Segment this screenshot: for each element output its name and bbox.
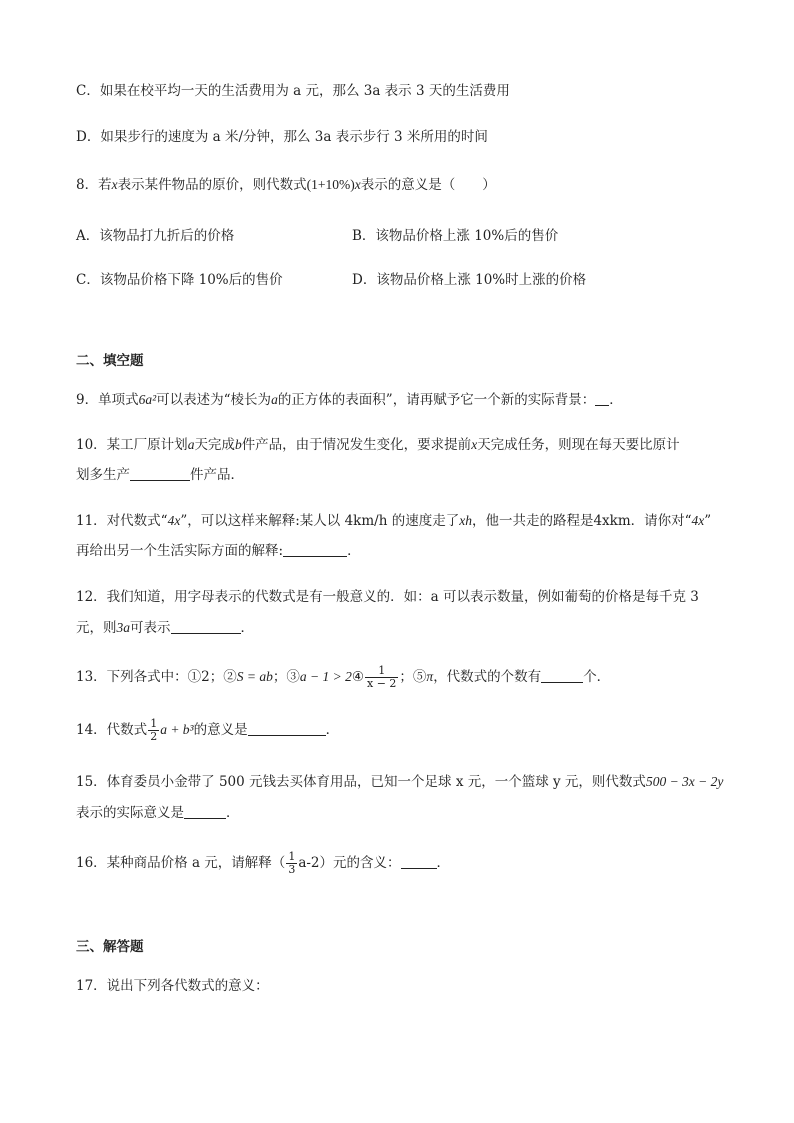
q14-pre: 14．代数式 <box>76 722 148 738</box>
q11-post: ．请你对“ <box>630 513 692 529</box>
q13-e2: S = ab <box>236 669 273 684</box>
q8-option-c: C．该物品价格下降 10%后的售价 <box>76 272 283 288</box>
q11-dist: 4xkm <box>593 513 631 529</box>
q15-pre: 15．体育委员小金带了 500 元钱去买体育用品，已知一个足球 x 元，一个篮球 y 元，则代数式 <box>76 774 646 790</box>
q8-stem <box>76 176 496 194</box>
q13-post: 个． <box>583 669 611 685</box>
q15-line1 <box>76 773 723 791</box>
q11-expr2: 4x <box>691 513 705 528</box>
q13-frac-denominator: x − 2 <box>367 677 397 690</box>
q10-answer-blank[interactable] <box>130 466 190 481</box>
q12-line2 <box>76 619 254 637</box>
q12-answer-blank[interactable] <box>171 619 241 634</box>
q9-answer-blank[interactable] <box>595 391 609 406</box>
q15-l2-pre: 表示的实际意义是 <box>76 805 184 821</box>
q9-mid: 可以表述为“棱长为 <box>156 392 272 408</box>
q11-mid: ”，可以这样来解释:某人以 4km/h 的速度走了 <box>180 513 460 529</box>
q16-frac-numerator: 1 <box>288 850 296 863</box>
q12-line1: 12．我们知道，用字母表示的代数式是有一般意义的．如：a 可以表示数量，例如葡萄的价格是每千克 3 <box>76 589 699 605</box>
q8-option-d: D．该物品价格上涨 10%时上涨的价格 <box>352 272 587 288</box>
q11-end: ” <box>704 513 712 529</box>
q13-fraction <box>365 665 398 690</box>
q13-frac-numerator: 1 <box>365 665 398 678</box>
q10-x: x <box>471 437 478 452</box>
q15-l2-post: ． <box>226 805 240 821</box>
q11-answer-blank[interactable] <box>283 542 347 557</box>
q10-line1 <box>76 436 680 454</box>
q10-mid1: 天完成 <box>194 437 235 453</box>
q16-frac-denominator: 3 <box>288 863 296 876</box>
q8-option-b: B．该物品价格上涨 10%后的售价 <box>352 228 559 244</box>
q14-frac-denominator: 2 <box>150 730 158 743</box>
q11-line1 <box>76 512 711 530</box>
section-fill-in-title: 二、填空题 <box>76 353 144 369</box>
q13-sep3: ④ <box>351 669 364 685</box>
q11-pre: 11．对代数式“ <box>76 513 168 529</box>
q8-var2: x <box>354 177 361 192</box>
q11-line2 <box>76 542 361 560</box>
q13 <box>76 664 610 690</box>
q7-option-d: D．如果步行的速度为 a 米/分钟，那么 3a 表示步行 3 米所用的时间 <box>76 129 488 145</box>
q10-b: b <box>234 437 242 452</box>
q11-expr: 4x <box>167 513 181 528</box>
q10-line2 <box>76 466 244 484</box>
q12-l2-pre: 元，则 <box>76 620 117 636</box>
q9-post: 的正方体的表面积”，请再赋予它一个新的实际背景： <box>277 392 596 408</box>
q10-l2-post: 件产品． <box>190 467 244 483</box>
q11-mid2: ，他一共走的路程是 <box>471 513 594 529</box>
q11-l2-post: ． <box>347 543 361 559</box>
q14-mid: 的意义是 <box>193 722 248 738</box>
q16-mid: a-2）元的含义： <box>298 855 401 871</box>
q11-l2-pre: 再给出另一个生活实际方面的解释: <box>76 543 284 559</box>
q9-end: ． <box>609 392 623 408</box>
q8-stem-pre: 8．若 <box>76 177 112 193</box>
q10-mid2: 件产品，由于情况发生变化，要求提前 <box>241 437 472 453</box>
q11-xh: xh <box>459 513 472 528</box>
q10-a: a <box>187 437 195 452</box>
q17: 17．说出下列各代数式的意义： <box>76 978 269 994</box>
q8-expr: (1+10%) <box>306 177 355 192</box>
q13-mid: ，代数式的个数有 <box>433 669 542 685</box>
q16-pre: 16．某种商品价格 a 元，请解释（ <box>76 855 286 871</box>
q8-var: x <box>111 177 118 192</box>
q8-stem-post: 表示的意义是（ ） <box>360 177 496 193</box>
q13-sep2: ；③ <box>272 669 300 685</box>
q16-post: ． <box>436 855 451 871</box>
q16-answer-blank[interactable] <box>401 854 437 869</box>
q9 <box>76 391 623 409</box>
q12-l2-post: ． <box>240 620 254 636</box>
q13-answer-blank[interactable] <box>541 668 583 683</box>
q14-frac-numerator: 1 <box>150 717 158 730</box>
q8-stem-mid: 表示某件物品的原价，则代数式 <box>117 177 307 193</box>
q14-expr: a + b³ <box>160 722 194 737</box>
q13-sep4: ；⑤ <box>399 669 427 685</box>
q14-post: ． <box>325 722 340 738</box>
q9-var: a <box>271 392 278 407</box>
q14-answer-blank[interactable] <box>248 721 326 736</box>
q14-fraction <box>148 718 159 743</box>
q10-post: 天完成任务，则现在每天要比原计 <box>477 437 680 453</box>
q10-pre: 10．某工厂原计划 <box>76 437 188 453</box>
q13-e3: a − 1 > 2 <box>299 669 352 684</box>
q15-line2 <box>76 804 240 822</box>
q13-pre: 13．下列各式中：①2；② <box>76 669 237 685</box>
q8-option-a: A．该物品打九折后的价格 <box>76 228 235 244</box>
q12-l2-mid: 可表示 <box>130 620 171 636</box>
q15-expr: 500 − 3x − 2y <box>645 774 724 789</box>
section-answer-title: 三、解答题 <box>76 939 144 955</box>
q10-l2-pre: 划多生产 <box>76 467 130 483</box>
q9-expr: 6a² <box>138 392 157 407</box>
q16-fraction <box>286 851 297 876</box>
q15-answer-blank[interactable] <box>184 804 226 819</box>
q9-pre: 9．单项式 <box>76 392 139 408</box>
q12-expr: 3a <box>116 620 130 635</box>
q16 <box>76 850 450 876</box>
q14 <box>76 717 339 743</box>
q7-option-c: C．如果在校平均一天的生活费用为 a 元，那么 3a 表示 3 天的生活费用 <box>76 83 510 99</box>
q13-e5: π <box>426 669 434 684</box>
